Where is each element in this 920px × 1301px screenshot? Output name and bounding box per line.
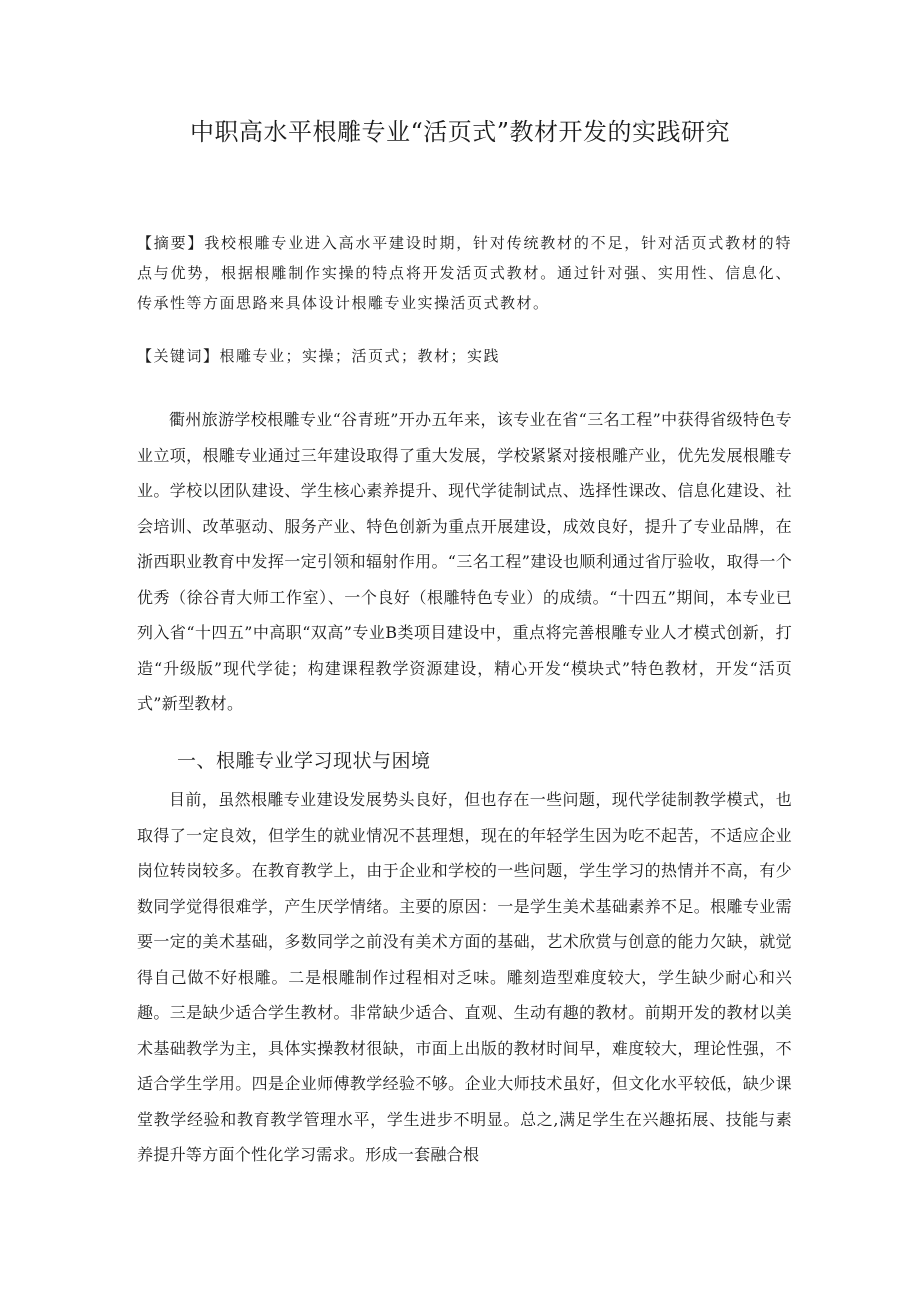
keywords-line: 【关键词】根雕专业；实操；活页式；教材；实践 bbox=[137, 347, 501, 365]
body-paragraph-2: 目前，虽然根雕专业建设发展势头良好，但也存在一些问题，现代学徒制教学模式，也取得了一定良效，但学生的就业情况不甚理想，现在的年轻学生因为吃不起苦，不适应企业岗位转岗较多。在教育教学上，由于企业和学校的一些问题，学生学习的热情并不高，有少数同学觉得很难学，产生厌学情绪。主要的原因：一是学生美术基础素养不足。根雕专业需要一定的美术基础，多数同学之前没有美术方面的基础，艺术欣赏与创意的能力欠缺，就觉得自己做不好根雕。二是根雕制作过程相对乏味。雕刻造型难度较大，学生缺少耐心和兴趣。三是缺少适合学生教材。非常缺少适合、直观、生动有趣的教材。前期开发的教材以美术基础教学为主，具体实操教材很缺，市面上出版的教材时间早，难度较大，理论性强，不适合学生学用。四是企业师傅教学经验不够。企业大师技术虽好，但文化水平较低，缺少课堂教学经验和教育教学管理水平，学生进步不明显。总之,满足学生在兴趣拓展、技能与素养提升等方面个性化学习需求。形成一套融合根 bbox=[137, 790, 792, 1164]
abstract-text: 【摘要】我校根雕专业进入高水平建设时期，针对传统教材的不足，针对活页式教材的特点与优势，根据根雕制作实操的特点将开发活页式教材。通过针对强、实用性、信息化、传承性等方面思路来具体设计根雕专业实操活页式教材。 bbox=[137, 234, 792, 312]
section-heading-1: 一、根雕专业学习现状与困境 bbox=[177, 750, 431, 772]
document-title: 中职高水平根雕专业“活页式”教材开发的实践研究 bbox=[189, 118, 731, 146]
abstract-block bbox=[137, 228, 792, 318]
body-paragraph-1: 衢州旅游学校根雕专业“谷青班”开办五年来，该专业在省“三名工程”中获得省级特色专业立项，根雕专业通过三年建设取得了重大发展，学校紧紧对接根雕产业，优先发展根雕专业。学校以团队建设、学生核心素养提升、现代学徒制试点、选择性课改、信息化建设、社会培训、改革驱动、服务产业、特色创新为重点开展建设，成效良好，提升了专业品牌，在浙西职业教育中发挥一定引领和辐射作用。“三名工程”建设也顺利通过省厅验收，取得一个优秀（徐谷青大师工作室）、一个良好（根雕特色专业）的成绩。“十四五”期间，本专业已列入省“十四五”中高职“双高”专业B类项目建设中，重点将完善根雕专业人才模式创新，打造“升级版”现代学徒；构建课程教学资源建设，精心开发“模块式”特色教材，开发“活页式”新型教材。 bbox=[137, 410, 792, 713]
